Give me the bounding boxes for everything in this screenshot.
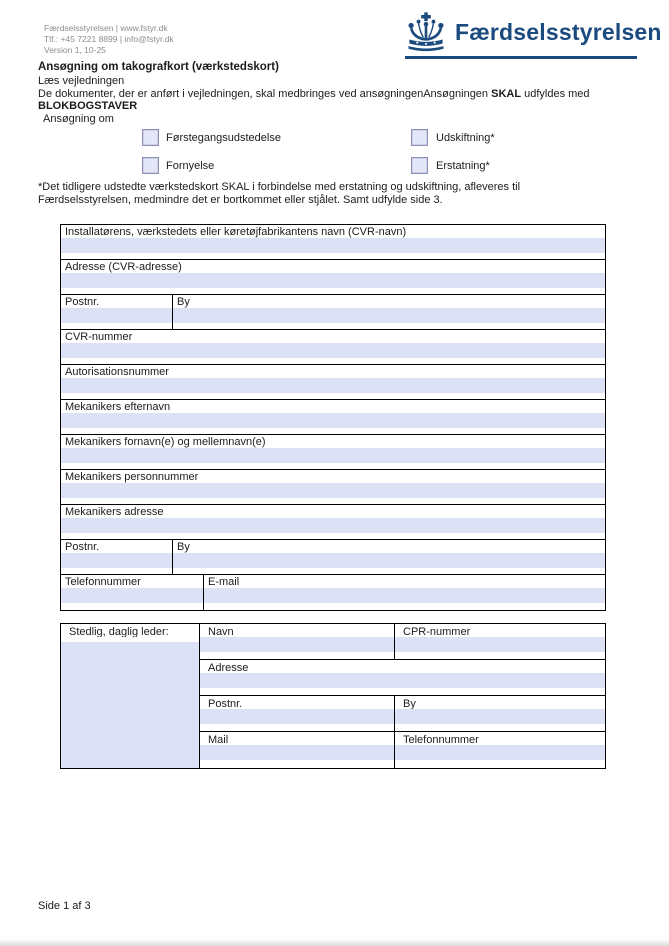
header-line-version: Version 1, 10-25 [44,45,106,55]
autorisationsnummer-input[interactable] [61,378,605,393]
instruction-pre: De dokumenter, der er anført i vejledningen, skal medbringes ved ansøgningenAnsøgningen [38,88,492,100]
table-row [61,260,605,295]
field-label: Installatørens, værkstedets eller køretøjfabrikantens navn (CVR-navn) [65,226,407,238]
instruction-bold-skal: SKAL [491,88,522,100]
leder-adresse-input[interactable] [200,673,605,688]
replacement-note-line2: Færdselsstyrelsen, medmindre det er bortkommet eller stjålet. Samt udfylde side 3. [38,194,443,206]
leder-postnr-input[interactable] [200,709,394,724]
table-row [61,400,605,435]
table-row [61,470,605,505]
telefonnummer-input[interactable] [61,588,203,603]
checkbox-label-erstatning: Erstatning* [436,160,490,172]
cvr-adresse-input[interactable] [61,273,605,288]
daily-manager-table [60,623,606,769]
page-title: Ansøgning om takografkort (værkstedskort) [38,61,279,73]
table-row [200,732,605,768]
field-label: Mekanikers fornavn(e) og mellemnavn(e) [65,436,266,448]
checkbox-label-udskiftning: Udskiftning* [436,132,495,144]
table-row [61,575,605,610]
checkbox-udskiftning[interactable] [411,129,428,146]
mekaniker-efternavn-input[interactable] [61,413,605,428]
header-line-org: Færdselsstyrelsen | www.fstyr.dk [44,23,168,33]
checkbox-label-forstegangsudstedelse: Førstegangsudstedelse [166,132,281,144]
replacement-note-line1: *Det tidligere udstedte værkstedskort SKAL i forbindelse med erstatning og udskiftning, afleveres til [38,181,521,193]
cvr-nummer-input[interactable] [61,343,605,358]
page-number: Side 1 af 3 [38,900,91,912]
table-row [61,365,605,400]
replacement-note [38,181,520,207]
mekaniker-postnr-input[interactable] [61,553,172,568]
email-input[interactable] [204,588,605,603]
header-line-phone: Tlf.: +45 7221 8899 | info@fstyr.dk [44,34,174,44]
field-label: By [403,698,416,709]
field-label: Mekanikers efternavn [65,401,171,413]
company-mechanic-table [60,224,606,611]
table-row [61,505,605,540]
mekaniker-personnummer-input[interactable] [61,483,605,498]
leder-telefonnummer-input[interactable] [395,745,605,760]
mekaniker-fornavn-input[interactable] [61,448,605,463]
field-label: CVR-nummer [65,331,133,343]
field-label: Adresse (CVR-adresse) [65,261,182,273]
checkbox-fornyelse[interactable] [142,157,159,174]
field-label: Adresse [208,662,249,673]
daily-manager-left-cell [61,624,200,768]
leder-navn-input[interactable] [200,637,394,652]
table-row [61,540,605,575]
field-label: Mekanikers adresse [65,506,164,518]
firma-postnr-input[interactable] [61,308,172,323]
table-row [61,435,605,470]
instruction-blokbogstaver: BLOKBOGSTAVER [38,100,138,112]
field-label: Postnr. [65,296,100,308]
document-header-info [44,23,174,56]
danish-crown-icon [405,11,447,54]
checkbox-forstegangsudstedelse[interactable] [142,129,159,146]
field-label: By [177,541,190,553]
instruction-post: udfyldes med [521,88,590,100]
field-label: Autorisationsnummer [65,366,169,378]
field-label: Telefonnummer [403,734,479,745]
daily-manager-fill-area[interactable] [61,642,199,768]
agency-logo-text: Færdselsstyrelsen [455,19,662,45]
checkbox-label-fornyelse: Fornyelse [166,160,215,172]
field-label: Postnr. [208,698,243,709]
field-label: Stedlig, daglig leder: [69,626,169,637]
table-row [200,696,605,732]
field-label: By [177,296,190,308]
table-row [200,660,605,696]
table-row [61,330,605,365]
read-guide-text: Læs vejledningen [38,75,125,87]
leder-cpr-nummer-input[interactable] [395,637,605,652]
instruction-text [38,88,590,100]
table-row [200,624,605,660]
field-label: Telefonnummer [65,576,141,588]
mekaniker-by-input[interactable] [173,553,605,568]
mekaniker-adresse-input[interactable] [61,518,605,533]
firma-by-input[interactable] [173,308,605,323]
checkbox-erstatning[interactable] [411,157,428,174]
table-row [61,295,605,330]
field-label: Navn [208,626,234,637]
field-label: E-mail [208,576,240,588]
field-label: Postnr. [65,541,100,553]
field-label: CPR-nummer [403,626,471,637]
application-type-label: Ansøgning om [43,113,114,125]
logo-underline [405,56,637,59]
cvr-navn-input[interactable] [61,238,605,253]
agency-logo [405,11,662,54]
leder-mail-input[interactable] [200,745,394,760]
leder-by-input[interactable] [395,709,605,724]
field-label: Mekanikers personnummer [65,471,199,483]
field-label: Mail [208,734,229,745]
table-row [61,225,605,260]
